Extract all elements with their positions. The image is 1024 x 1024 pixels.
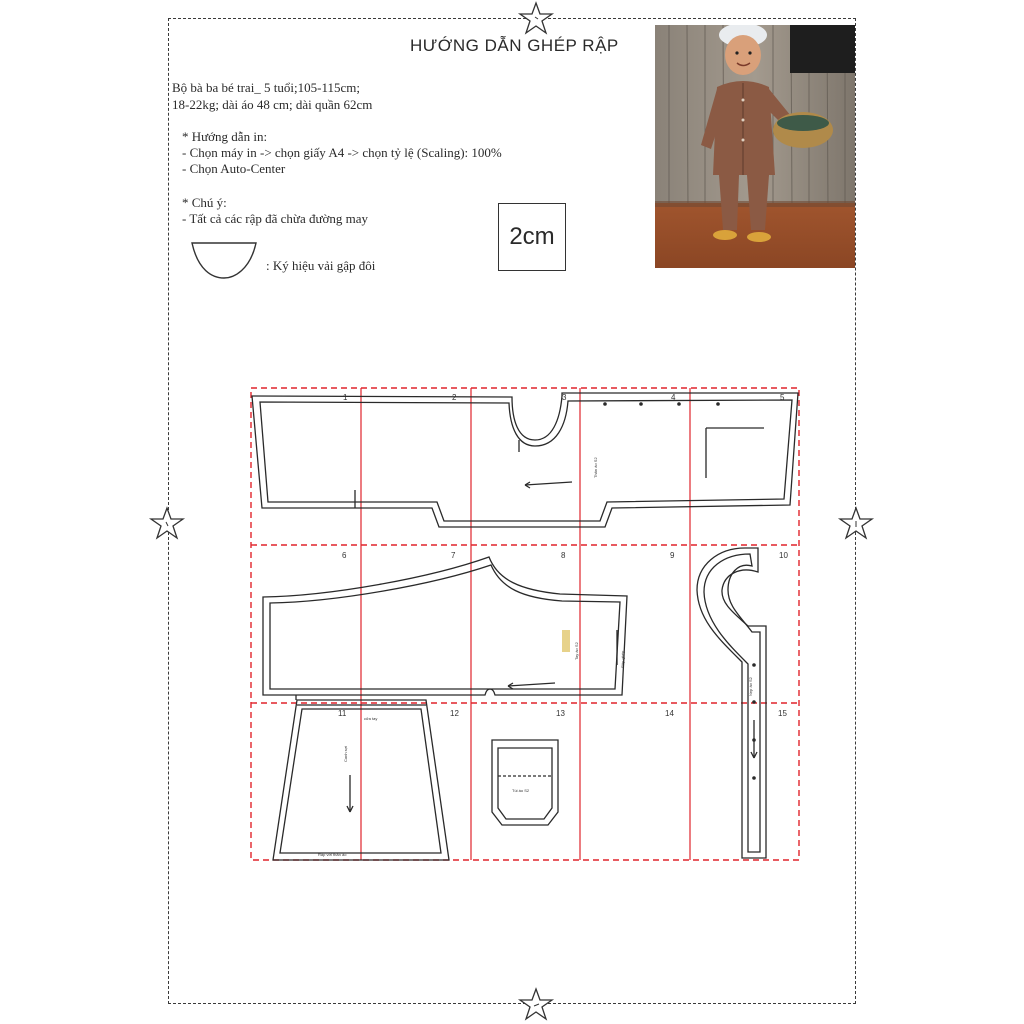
scale-label: 2cm: [509, 223, 555, 250]
page-number: 9: [670, 551, 675, 560]
cuff-top-label: cửa tay: [364, 716, 378, 721]
print-step-1: - Chọn máy in -> chọn giấy A4 -> chọn tỷ lệ (Scaling): 100%: [182, 145, 502, 160]
front-bodice-button-marks: [603, 402, 720, 406]
page-number: 2: [452, 393, 457, 402]
placket-label: Nẹp áo S2: [748, 677, 753, 696]
page-number: 1: [343, 393, 348, 402]
page-title: HƯỚNG DẪN GHÉP RẬP: [410, 36, 619, 55]
front-bodice-label: Thân áo S2: [593, 457, 598, 478]
fold-symbol-label: : Ký hiệu vải gập đôi: [266, 258, 376, 273]
page-number: 14: [665, 709, 674, 718]
print-heading: * Hướng dẫn in:: [182, 129, 268, 144]
page-number: 10: [779, 551, 788, 560]
page-number: 5: [780, 393, 785, 402]
pocket-piece: [492, 740, 558, 825]
page-number: 8: [561, 551, 566, 560]
page-number: 15: [778, 709, 787, 718]
page-number: 6: [342, 551, 347, 560]
sleeve-join-label: Rập ghép: [620, 650, 625, 668]
page-number: 4: [671, 393, 676, 402]
info-line-1: Bộ bà ba bé trai_ 5 tuổi;105-115cm;: [172, 80, 360, 95]
sleeve-tag: [562, 630, 570, 652]
page-number: 13: [556, 709, 565, 718]
sleeve-piece: [263, 557, 627, 700]
cuff-side-label: Canh sợi: [343, 745, 348, 762]
page-number: 11: [338, 709, 347, 718]
page-number: 3: [562, 393, 567, 402]
note-line-1: - Tất cả các rập đã chừa đường may: [182, 211, 369, 226]
info-line-2: 18-22kg; dài áo 48 cm; dài quần 62cm: [172, 97, 373, 112]
front-bodice-piece: [252, 393, 798, 527]
page-numbers: [338, 393, 788, 718]
note-heading: * Chú ý:: [182, 195, 227, 210]
pocket-label: Túi áo S2: [512, 788, 530, 793]
page-number: 7: [451, 551, 456, 560]
page-number: 12: [450, 709, 459, 718]
cuff-bottom-label: Ráp với thân áo: [318, 852, 347, 857]
sleeve-label: Tay áo S2: [574, 642, 579, 660]
print-step-2: - Chọn Auto-Center: [182, 161, 286, 176]
